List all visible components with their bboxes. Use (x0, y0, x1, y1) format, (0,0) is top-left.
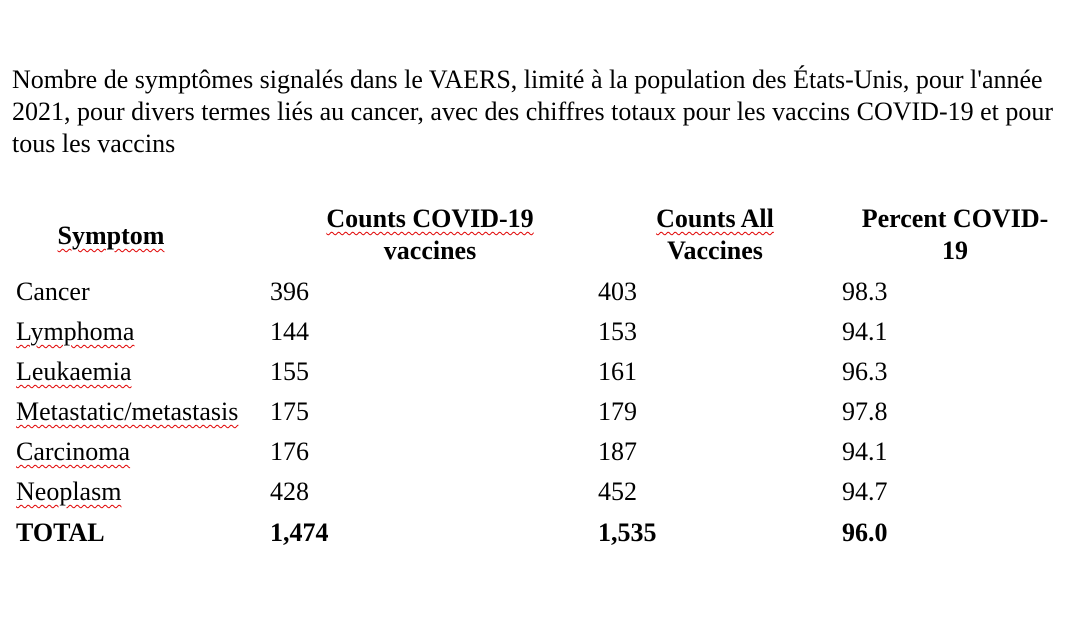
cell-symptom: Neoplasm (16, 477, 122, 506)
cell-covid-count: 396 (270, 277, 309, 306)
cell-symptom: Leukaemia (16, 357, 132, 386)
header-percent-covid (835, 203, 1071, 267)
header-percent-covid-line1: Percent COVID- (861, 204, 1049, 233)
header-counts-covid-line2: vaccines (383, 236, 477, 265)
cell-symptom: Lymphoma (16, 317, 135, 346)
cell-all-count: 403 (598, 277, 637, 306)
cell-covid-count: 144 (270, 317, 309, 346)
cell-total-covid: 1,474 (270, 518, 329, 547)
cell-percent: 94.1 (842, 437, 888, 466)
table-caption: Nombre de symptômes signalés dans le VAERS, limité à la population des États-Unis, pour l'année 2021, pour divers termes liés au cancer, avec des chiffres totaux pour les vaccins COVID-19 et pour tous les vaccins (12, 65, 1054, 158)
cell-all-count: 179 (598, 397, 637, 426)
table-row (0, 436, 1071, 476)
header-counts-all (620, 203, 810, 267)
header-symptom (16, 220, 206, 252)
cell-covid-count: 428 (270, 477, 309, 506)
cell-percent: 98.3 (842, 277, 888, 306)
cell-total-all: 1,535 (598, 518, 657, 547)
header-counts-covid (285, 203, 575, 267)
cell-all-count: 153 (598, 317, 637, 346)
header-counts-all-line2: Vaccines (667, 236, 763, 265)
cell-all-count: 161 (598, 357, 637, 386)
cell-percent: 97.8 (842, 397, 888, 426)
cell-symptom: Metastatic/metastasis (16, 397, 239, 426)
cell-all-count: 452 (598, 477, 637, 506)
table-row (0, 276, 1071, 316)
header-counts-covid-line1: Counts COVID-19 (326, 204, 534, 233)
cell-total-label: TOTAL (16, 518, 105, 547)
cell-covid-count: 175 (270, 397, 309, 426)
cell-symptom: Carcinoma (16, 437, 131, 466)
header-counts-all-line1: Counts All (656, 204, 774, 233)
cell-percent: 94.1 (842, 317, 888, 346)
table-row (0, 316, 1071, 356)
table-row (0, 356, 1071, 396)
cell-percent: 96.3 (842, 357, 888, 386)
cell-covid-count: 176 (270, 437, 309, 466)
header-symptom-label: Symptom (57, 221, 165, 250)
cell-percent: 94.7 (842, 477, 888, 506)
cell-covid-count: 155 (270, 357, 309, 386)
cell-total-percent: 96.0 (842, 518, 888, 547)
cell-all-count: 187 (598, 437, 637, 466)
table-row (0, 396, 1071, 436)
table-total-row (0, 517, 1071, 557)
cell-symptom: Cancer (16, 277, 90, 306)
header-percent-covid-line2: 19 (942, 236, 968, 265)
table-row (0, 476, 1071, 516)
